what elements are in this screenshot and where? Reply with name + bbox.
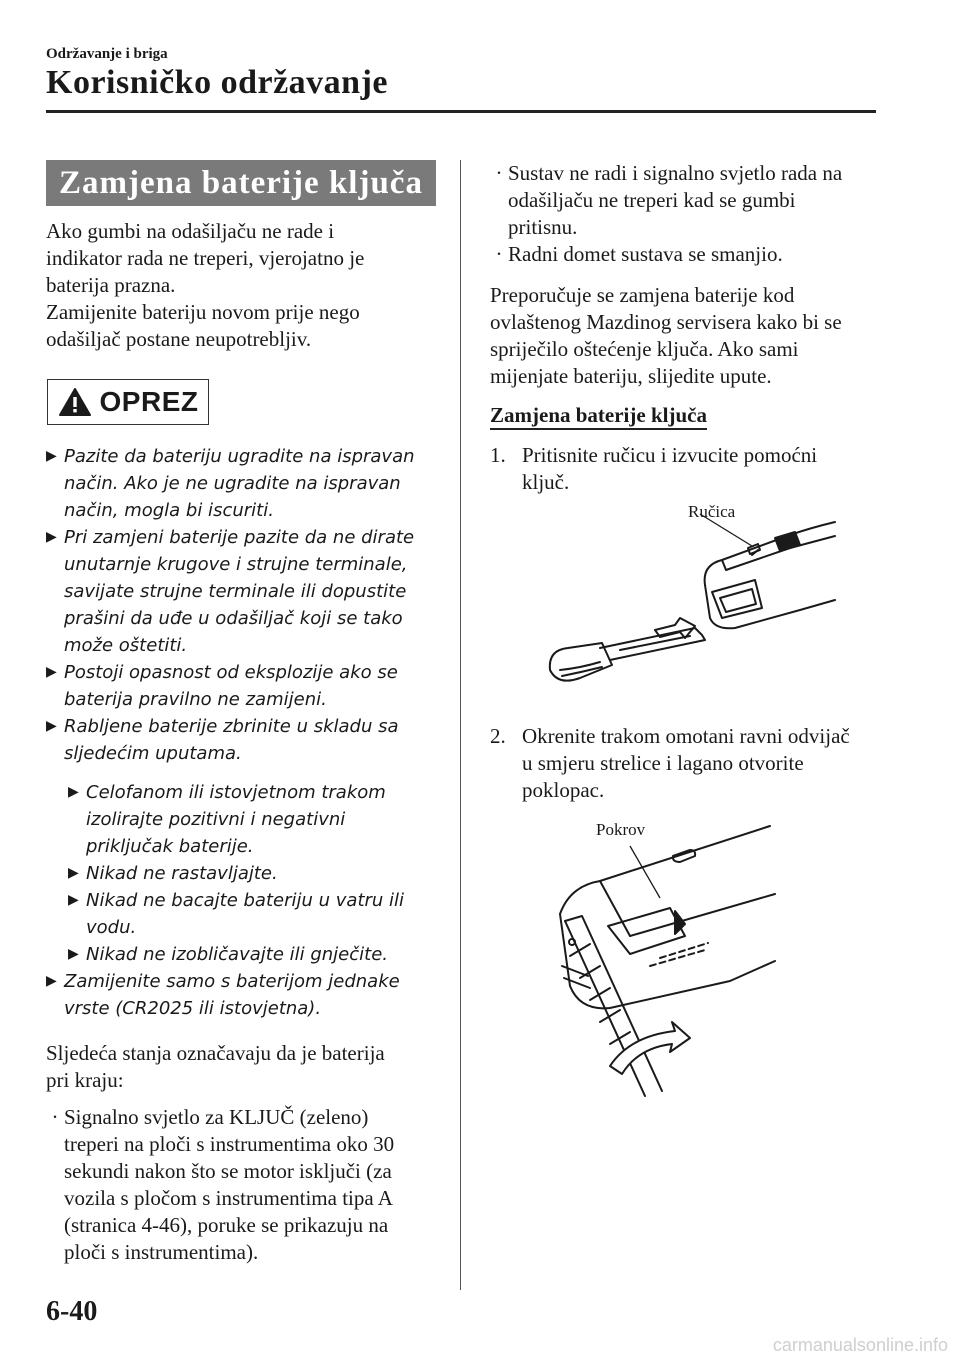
- condition-item: [46, 1104, 436, 1266]
- intro-line: indikator rada ne treperi, vjerojatno je: [46, 246, 365, 270]
- intro-line: baterija prazna.: [46, 273, 176, 297]
- caution-line: Rabljene baterije zbrinite u skladu sa: [64, 716, 399, 737]
- caution-line: Pazite da bateriju ugradite na ispravan: [64, 446, 415, 467]
- caution-subitem: [68, 941, 436, 968]
- caution-line: Nikad ne bacajte bateriju u vatru ili: [86, 890, 405, 911]
- condition-line: treperi na ploči s instrumentima oko 30: [64, 1132, 395, 1156]
- condition-line: odašiljaču ne treperi kad se gumbi: [508, 188, 796, 212]
- caution-line: prašini da uđe u odašiljač koji se tako: [64, 608, 403, 629]
- conditions-intro: [46, 1040, 436, 1094]
- caution-line: može oštetiti.: [64, 635, 188, 656]
- arrow-bullet-icon: ▶: [68, 865, 79, 881]
- step-line: Okrenite trakom omotani ravni odvijač: [522, 724, 850, 748]
- caution-box: [47, 379, 209, 425]
- figure-aux-key: [490, 500, 890, 715]
- arrow-bullet-icon: ▶: [68, 892, 79, 908]
- caution-item: [46, 713, 436, 767]
- arrow-bullet-icon: ▶: [46, 529, 57, 545]
- condition-line: ploči s instrumentima).: [64, 1240, 259, 1264]
- arrow-bullet-icon: ▶: [46, 664, 57, 680]
- step-2: [490, 723, 890, 804]
- left-column: [46, 160, 436, 1266]
- step-line: poklopac.: [522, 778, 605, 802]
- caution-line: Nikad ne izobličavajte ili gnječite.: [86, 944, 389, 965]
- caution-line: Zamijenite samo s baterijom jednake: [64, 971, 400, 992]
- condition-line: pritisnu.: [508, 215, 578, 239]
- condition-line: Signalno svjetlo za KLJUČ (zeleno): [64, 1105, 369, 1129]
- condition-item: [490, 241, 890, 268]
- dot-bullet-icon: ·: [495, 242, 503, 266]
- page-number: 6-40: [46, 1296, 98, 1327]
- paragraph-line: pri kraju:: [46, 1068, 124, 1092]
- cover-illustration: [490, 816, 890, 1106]
- subheading: Zamjena baterije ključa: [490, 402, 707, 430]
- intro-line: odašiljač postane neupotrebljiv.: [46, 327, 312, 351]
- condition-list: [490, 160, 890, 268]
- condition-line: (stranica 4-46), poruke se prikazuju na: [64, 1213, 389, 1237]
- paragraph-line: Preporučuje se zamjena baterije kod: [490, 283, 795, 307]
- paragraph-line: Sljedeća stanja označavaju da je baterija: [46, 1041, 385, 1065]
- arrow-bullet-icon: ▶: [46, 448, 57, 464]
- step-line: ključ.: [522, 470, 570, 494]
- footer-watermark: carmanualsonline.info: [772, 1335, 948, 1355]
- caution-line: Celofanom ili istovjetnom trakom: [86, 782, 386, 803]
- intro-line: Zamijenite bateriju novom prije nego: [46, 300, 360, 324]
- figure-cover: [490, 816, 890, 1106]
- arrow-bullet-icon: ▶: [68, 784, 79, 800]
- step-line: Pritisnite ručicu i izvucite pomoćni: [522, 443, 818, 467]
- step-number: 1.: [490, 443, 506, 467]
- caution-line: priključak baterije.: [86, 836, 254, 857]
- caution-line: izolirajte pozitivni i negativni: [86, 809, 346, 830]
- dot-bullet-icon: ·: [495, 161, 503, 185]
- caution-label: OPREZ: [99, 386, 199, 417]
- caution-subitem: [68, 779, 436, 860]
- step-number: 2.: [490, 724, 506, 748]
- arrow-bullet-icon: ▶: [68, 946, 79, 962]
- intro-line: Ako gumbi na odašiljaču ne rade i: [46, 219, 335, 243]
- step-line: u smjeru strelice i lagano otvorite: [522, 751, 804, 775]
- condition-line: Sustav ne radi i signalno svjetlo rada na: [508, 161, 843, 185]
- caution-line: unutarnje krugove i strujne terminale,: [64, 554, 408, 575]
- arrow-bullet-icon: ▶: [46, 973, 57, 989]
- header-rule: [46, 110, 876, 113]
- caution-line: sljedećim uputama.: [64, 743, 242, 764]
- column-divider: [460, 160, 461, 1290]
- condition-line: sekundi nakon što se motor isključi (za: [64, 1159, 392, 1183]
- caution-item: [46, 443, 436, 524]
- caution-line: Nikad ne rastavljajte.: [86, 863, 278, 884]
- dot-bullet-icon: ·: [51, 1105, 59, 1129]
- caution-line: način, mogla bi iscuriti.: [64, 500, 274, 521]
- arrow-bullet-icon: ▶: [46, 718, 57, 734]
- step-1: [490, 442, 890, 496]
- intro-paragraph: [46, 218, 436, 353]
- caution-line: baterija pravilno ne zamijeni.: [64, 689, 327, 710]
- condition-line: Radni domet sustava se smanjio.: [508, 242, 783, 266]
- caution-line: vrste (CR2025 ili istovjetna).: [64, 998, 322, 1019]
- key-fob-illustration: [490, 500, 890, 715]
- figure-label-handle: Ručica: [688, 502, 736, 521]
- recommend-paragraph: [490, 282, 890, 390]
- caution-item: [46, 524, 436, 659]
- caution-subitem: [68, 860, 436, 887]
- caution-line: vodu.: [86, 917, 137, 938]
- caution-line: Postoji opasnost od eksplozije ako se: [64, 662, 398, 683]
- caution-subitem: [68, 887, 436, 941]
- condition-line: vozila s pločom s instrumentima tipa A: [64, 1186, 393, 1210]
- caution-item: [46, 968, 436, 1022]
- figure-label-cover: Pokrov: [596, 820, 646, 839]
- section-breadcrumb: Održavanje i briga: [46, 46, 168, 62]
- caution-line: savijate strujne terminale ili dopustite: [64, 581, 407, 602]
- caution-list: [46, 443, 436, 1022]
- right-column: [490, 160, 890, 1106]
- caution-line: Pri zamjeni baterije pazite da ne dirate: [64, 527, 415, 548]
- section-banner: Zamjena baterije ključa: [46, 160, 436, 206]
- warning-triangle-icon: [58, 387, 92, 417]
- caution-item: [46, 659, 436, 713]
- paragraph-line: spriječilo oštećenje ključa. Ako sami: [490, 337, 799, 361]
- caution-line: način. Ako je ne ugradite na ispravan: [64, 473, 401, 494]
- paragraph-line: mijenjate bateriju, slijedite upute.: [490, 364, 772, 388]
- condition-list: [46, 1104, 436, 1266]
- condition-item: [490, 160, 890, 241]
- page-title: Korisničko održavanje: [46, 64, 388, 101]
- paragraph-line: ovlaštenog Mazdinog servisera kako bi se: [490, 310, 842, 334]
